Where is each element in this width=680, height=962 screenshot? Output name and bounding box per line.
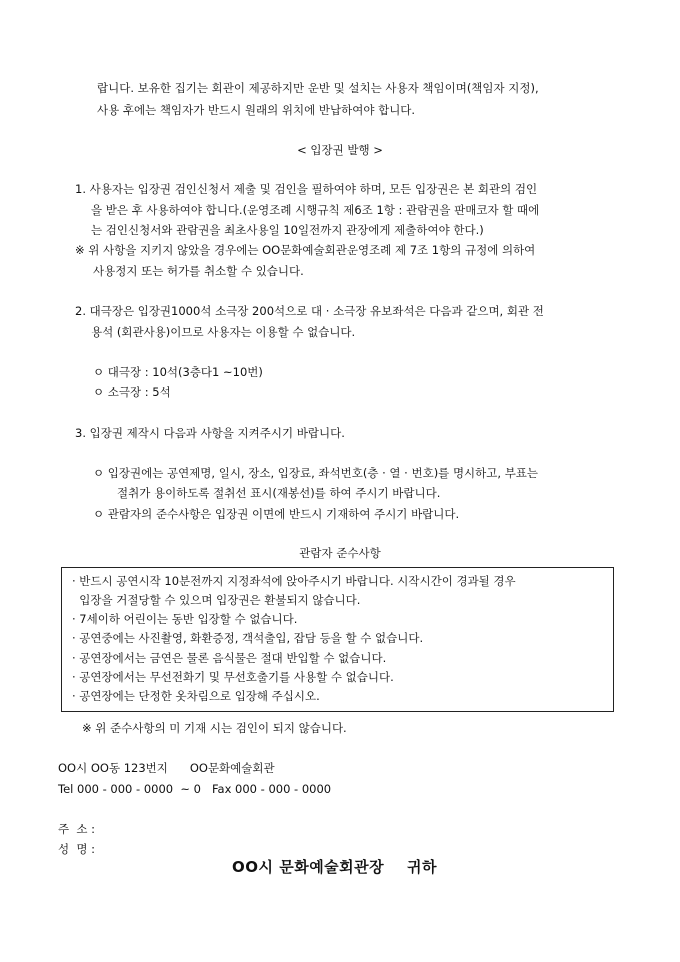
intro-line-2: 사용 후에는 책임자가 반드시 원래의 위치에 반납하여야 합니다. [97,103,416,117]
audience-rule-line: · 공연장에서는 금연은 물론 음식물은 절대 반입할 수 없습니다. [72,651,387,665]
item-2-line-1: 2. 대극장은 입장권1000석 소극장 200석으로 대 · 소극장 유보좌석은 다음과 같으며, 회관 전 [75,304,544,318]
note-1-line-1: ※ 위 사항을 지키지 않았을 경우에는 OO문화예술회관운영조례 제 7조 1항의 규정에 의하여 [75,243,536,257]
item-1-line-1: 1. 사용자는 입장권 검인신청서 제출 및 검인을 필하여야 하며, 모든 입장권은 본 회관의 검인 [75,182,538,196]
audience-rules-box [61,567,614,712]
note-1-line-2: 사용정지 또는 허가를 취소할 수 있습니다. [93,264,304,278]
audience-rules-title: 관람자 준수사항 [299,546,381,560]
footer-address: OO시 OO동 123번지 OO문화예술회관 [58,761,275,775]
ticket-rule-1-line-2: 절취가 용이하도록 절취선 표시(재봉선)를 하여 주시기 바랍니다. [117,486,441,500]
audience-rule-line: · 공연장에는 단정한 옷차림으로 입장해 주십시오. [72,689,320,703]
item-3: 3. 입장권 제작시 다음과 사항을 지켜주시기 바랍니다. [75,426,345,440]
name-label: 성 명 : [58,842,96,856]
ticket-rule-2: ㅇ 관람자의 준수사항은 입장권 이면에 반드시 기재하여 주시기 바랍니다. [93,507,460,521]
recipient-line: OO시 문화예술회관장 귀하 [232,858,438,876]
address-label: 주 소 : [58,822,96,836]
section-title: < 입장권 발행 > [297,143,383,157]
seat-small-theater: ㅇ 소극장 : 5석 [93,385,171,399]
audience-rule-line: · 공연중에는 사진촬영, 화환증정, 객석출입, 잡담 등을 할 수 없습니다. [72,631,424,645]
audience-rule-line: · 공연장에서는 무선전화기 및 무선호출기를 사용할 수 없습니다. [72,670,394,684]
audience-rule-line: · 반드시 공연시작 10분전까지 지정좌석에 앉아주시기 바랍니다. 시작시간이 경과될 경우 [72,574,516,588]
footer-contact: Tel 000 - 000 - 0000 ~ 0 Fax 000 - 000 - 0000 [58,782,332,796]
item-1-line-2: 을 받은 후 사용하여야 합니다.(운영조례 시행규칙 제6조 1항 : 관람권을 판매코자 할 때에 [91,203,540,217]
note-2: ※ 위 준수사항의 미 기재 시는 검인이 되지 않습니다. [82,721,347,735]
audience-rule-line: · 7세이하 어린이는 동반 입장할 수 없습니다. [72,612,298,626]
intro-line-1: 랍니다. 보유한 집기는 회관이 제공하지만 운반 및 설치는 사용자 책임이며(책임자 지정), [97,81,539,95]
item-2-line-2: 용석 (회관사용)이므로 사용자는 이용할 수 없습니다. [91,325,356,339]
audience-rule-line: 입장을 거절당할 수 있으며 입장권은 환불되지 않습니다. [72,593,361,607]
ticket-rule-1-line-1: ㅇ 입장권에는 공연제명, 일시, 장소, 입장료, 좌석번호(층 · 열 · 번호)를 명시하고, 부표는 [93,466,539,480]
item-1-line-3: 는 검인신청서와 관람권을 최초사용일 10일전까지 관장에게 제출하여야 한다.) [91,223,484,237]
seat-large-theater: ㅇ 대극장 : 10석(3층다1 ~10번) [93,365,263,379]
